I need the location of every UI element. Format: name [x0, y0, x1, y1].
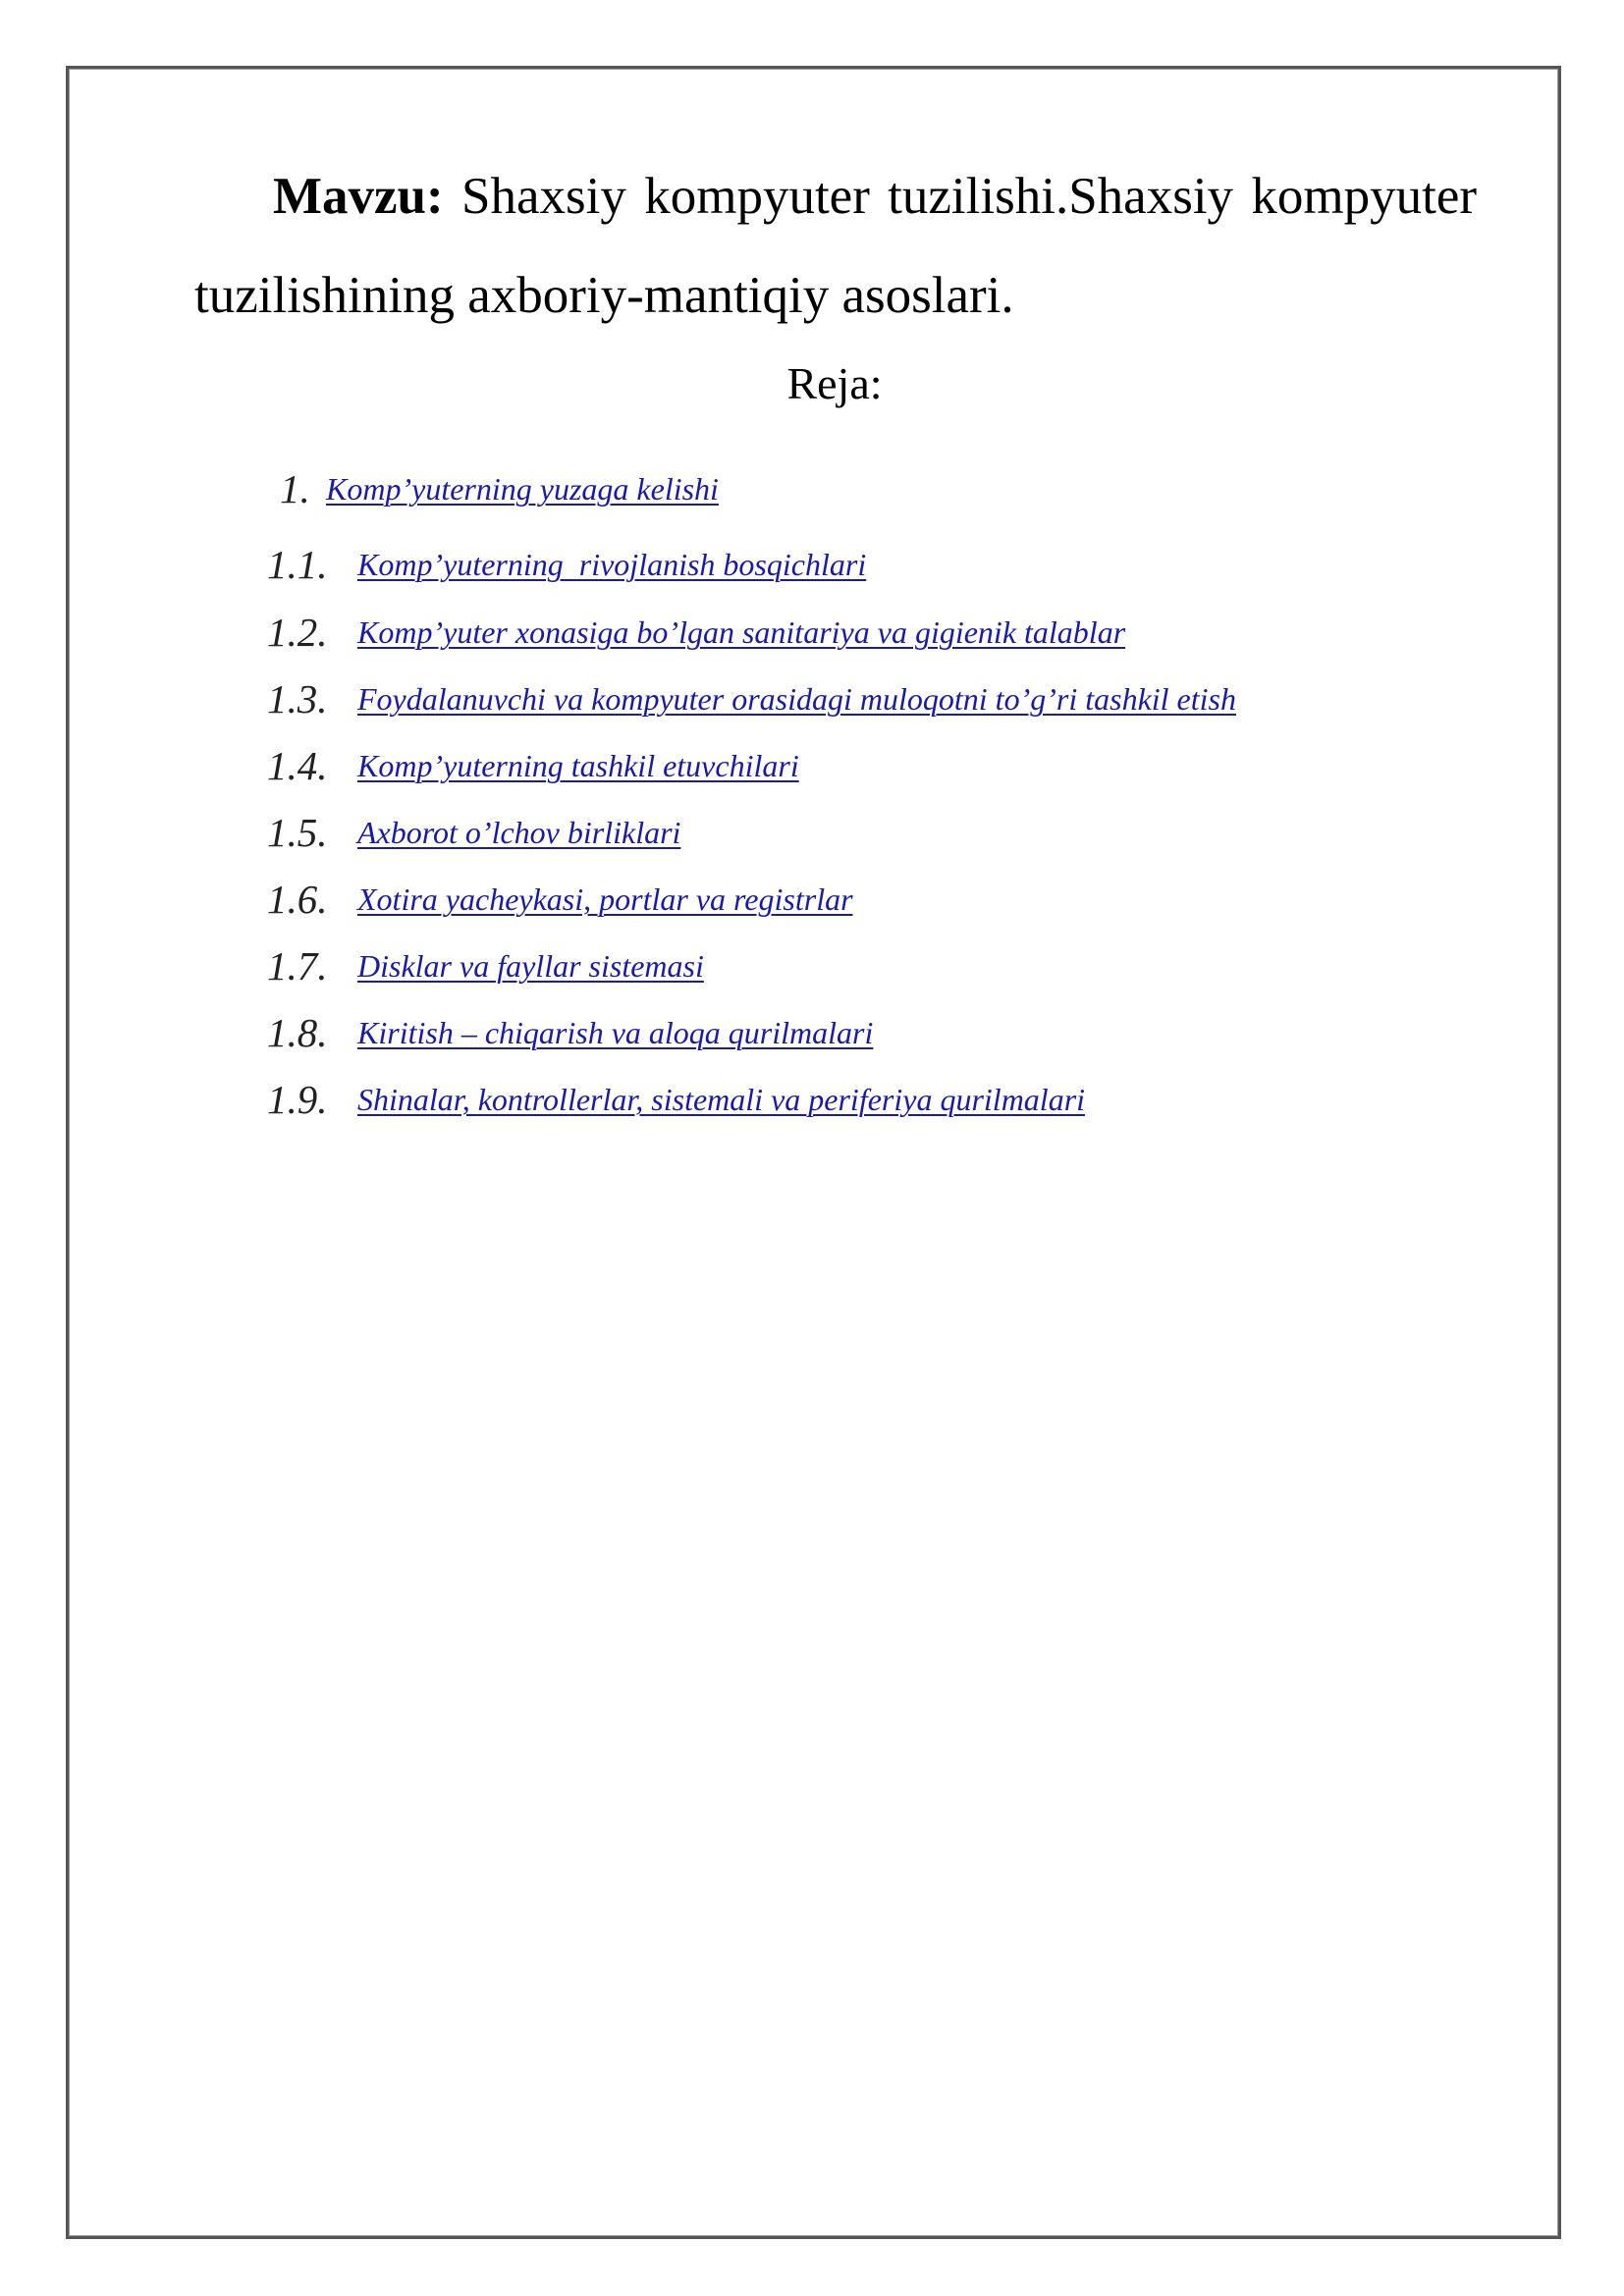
toc-link-1-6[interactable]: Xotira yacheykasi, portlar va registrlar [357, 881, 853, 917]
toc-link-1-7[interactable]: Disklar va fayllar sistemasi [357, 948, 704, 984]
toc-link-1[interactable]: Komp’yuterning yuzaga kelishi [326, 471, 719, 507]
toc-link-1-4[interactable]: Komp’yuterning tashkil etuvchilari [357, 748, 799, 783]
toc-number: 1.8. [267, 1010, 328, 1055]
toc-link-1-1[interactable]: Komp’yuterning rivojlanish bosqichlari [357, 547, 867, 582]
toc-number: 1.4. [267, 743, 328, 788]
toc-link-1-2[interactable]: Komp’yuter xonasiga bo’lgan sanitariya va gigienik talablar [357, 614, 1126, 650]
toc-link-1-5[interactable]: Axborot o’lchov birliklari [357, 815, 681, 850]
toc-number: 1.1. [267, 542, 328, 587]
toc-number: 1.9. [267, 1077, 328, 1122]
toc-number: 1. [280, 466, 310, 511]
toc-number: 1.7. [267, 943, 328, 988]
toc-number: 1.2. [267, 610, 328, 655]
topic-text: Shaxsiy kompyuter tuzilishi.Shaxsiy kompyuter tuzilishining axboriy-mantiqiy asoslari. [194, 168, 1478, 324]
topic-label: Mavzu: [273, 168, 444, 225]
toc-link-1-9[interactable]: Shinalar, kontrollerlar, sistemali va periferiya qurilmalari [357, 1082, 1086, 1117]
toc-number: 1.5. [267, 810, 328, 855]
plan-title: Reja: [786, 358, 883, 408]
toc-number: 1.3. [267, 676, 328, 721]
toc-link-1-3[interactable]: Foydalanuvchi va kompyuter orasidagi muloqotni to’g’ri tashkil etish [357, 681, 1236, 717]
toc-link-1-8[interactable]: Kiritish – chiqarish va aloqa qurilmalari [357, 1015, 874, 1050]
toc-number: 1.6. [267, 877, 328, 922]
